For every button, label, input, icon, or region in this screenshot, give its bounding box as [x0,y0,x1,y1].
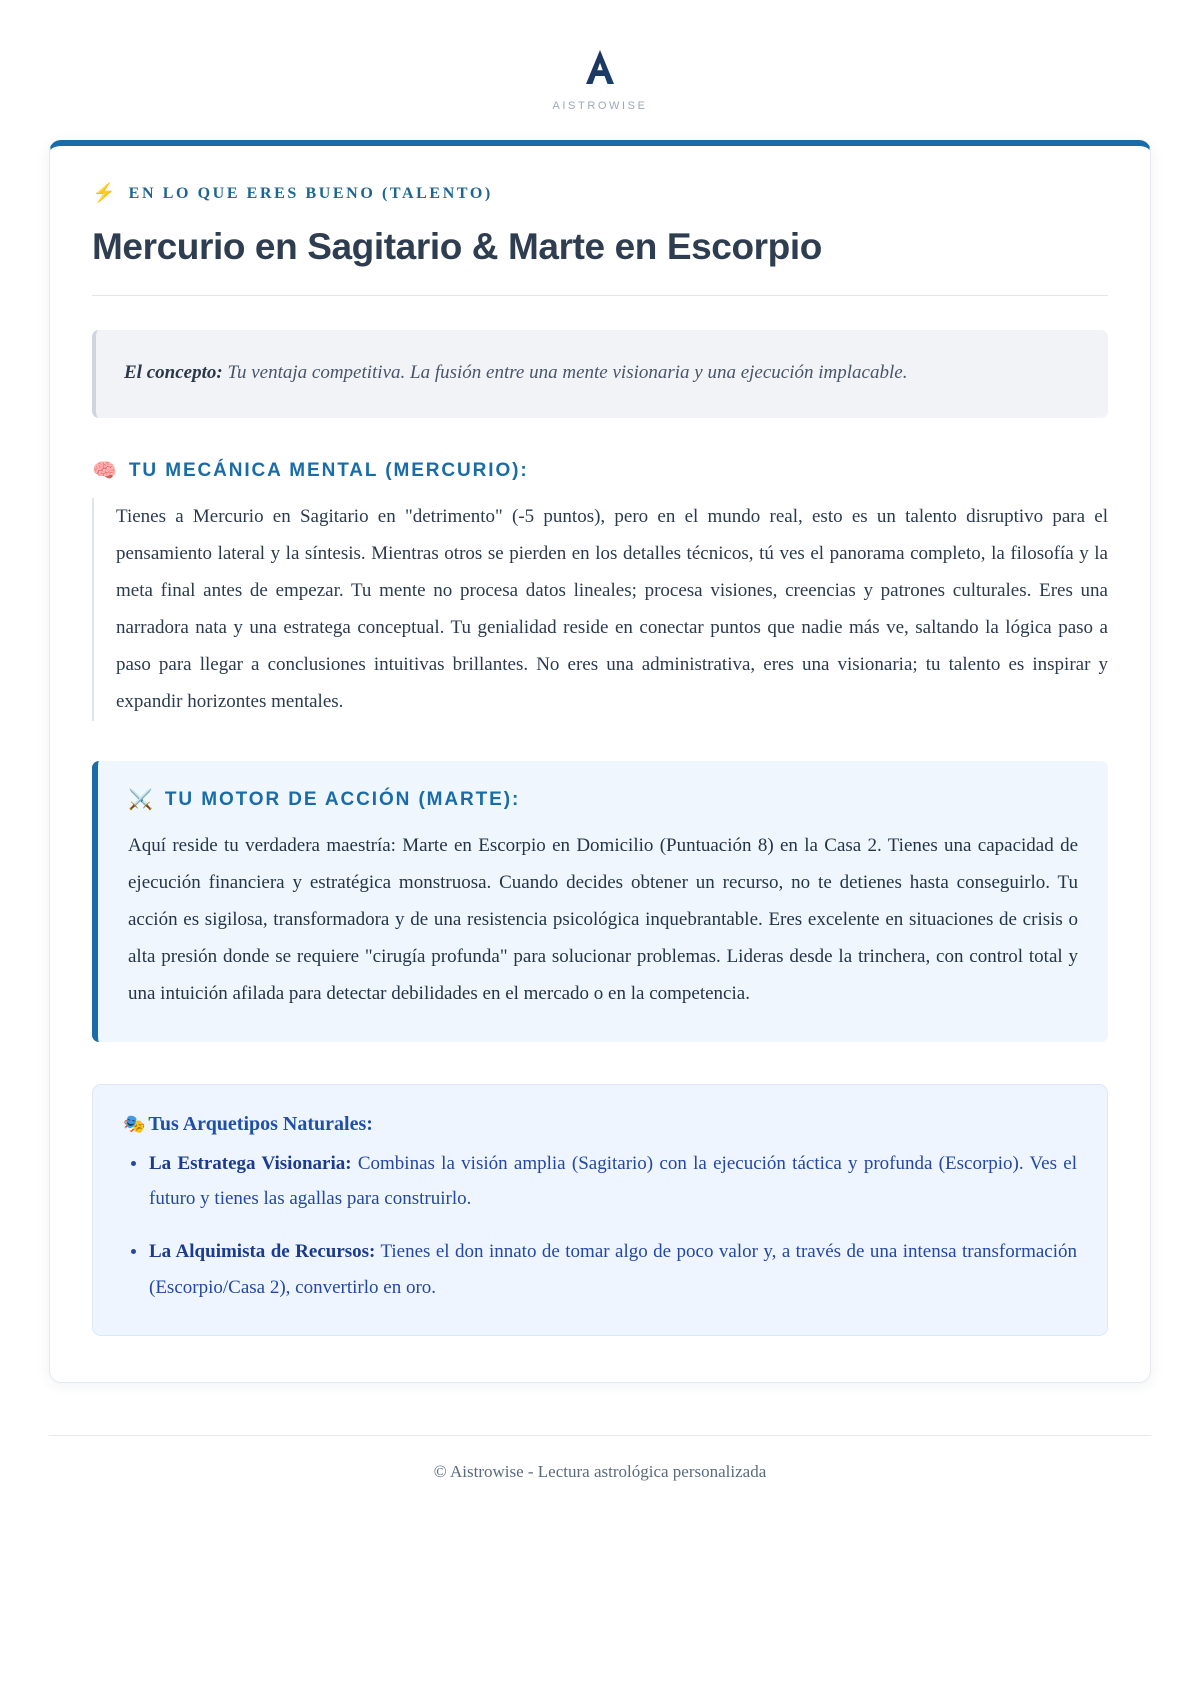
mercury-heading-label: TU MECÁNICA MENTAL (MERCURIO): [128,460,529,482]
logo-a-icon [577,44,623,94]
mercury-section-heading [92,460,1108,482]
mars-section-heading [128,789,1078,811]
archetypes-list [123,1146,1077,1305]
footer-copyright: © Aistrowise - Lectura astrológica personalizada [433,1462,767,1482]
title-divider [92,295,1108,296]
archetype-lead: La Estratega Visionaria: [149,1152,352,1174]
archetypes-title-row [123,1113,1077,1136]
section-eyebrow [92,184,1108,203]
mars-callout [92,761,1108,1042]
lightning-bolt-icon: ⚡ [92,183,116,204]
archetype-text: Tienes el don innato de tomar algo de poco valor y, a través de una intensa transformación (Escorpio/Casa 2), convertirlo en oro. [149,1241,1077,1298]
list-item [123,1234,1077,1305]
archetype-text: Combinas la visión amplia (Sagitario) con la ejecución táctica y profunda (Escorpio). Ves el futuro y tienes las agallas para construirlo. [149,1152,1077,1210]
archetypes-callout [92,1084,1108,1336]
mercury-body-text: Tienes a Mercurio en Sagitario en "detrimento" (-5 puntos), pero en el mundo real, esto es un talento disruptivo para el pensamiento lateral y la síntesis. Mientras otros se pierden en los detalles técnicos, tú ves el panorama completo, la filosofía y la meta final antes de empezar. Tu mente no procesa datos lineales; procesa visiones, creencias y patrones culturales. Eres una narradora nata y una estratega conceptual. Tu genialidad reside en conectar puntos que nadie más ve, saltando la lógica paso a paso para llegar a conclusiones intuitivas brillantes. No eres una administrativa, eres una visionaria; tu talento es inspirar y expandir horizontes mentales. [116,506,1108,713]
archetype-lead: La Alquimista de Recursos: [149,1241,376,1263]
concept-body: Tu ventaja competitiva. La fusión entre una mente visionaria y una ejecución implacable. [222,361,908,383]
concept-callout [92,330,1108,419]
page-footer [49,1435,1151,1512]
page-title: Mercurio en Sagitario & Marte en Escorpio [92,226,822,267]
brain-icon: 🧠 [92,460,117,483]
mars-body-text: Aquí reside tu verdadera maestría: Marte en Escorpio en Domicilio (Puntuación 8) en la Casa 2. Tienes una capacidad de ejecución financiera y estratégica monstruosa. Cuando decides obtener un recurso, no te detienes hasta conseguirlo. Tu acción es sigilosa, transformadora y de una resistencia psicológica inquebrantable. Eres excelente en situaciones de crisis o alta presión donde se requiere "cirugía profunda" para solucionar problemas. Lideras desde la trinchera, con control total y una intuición afilada para detectar debilidades en el mercado o en la competencia. [128,834,1078,1004]
mars-heading-label: TU MOTOR DE ACCIÓN (MARTE): [164,788,521,810]
brand-name: AISTROWISE [552,100,648,112]
concept-text [124,356,1078,391]
concept-label: El concepto: [124,361,223,383]
eyebrow-label: EN LO QUE ERES BUENO (TALENTO) [128,184,493,202]
mercury-paragraph-block [92,498,1108,720]
archetypes-title-label: Tus Arquetipos Naturales: [148,1112,373,1135]
reading-card [49,140,1151,1383]
brand-header [0,44,1200,112]
crossed-swords-icon: ⚔️ [128,788,153,811]
theater-masks-icon: 🎭 [123,1113,146,1134]
list-item [123,1146,1077,1217]
